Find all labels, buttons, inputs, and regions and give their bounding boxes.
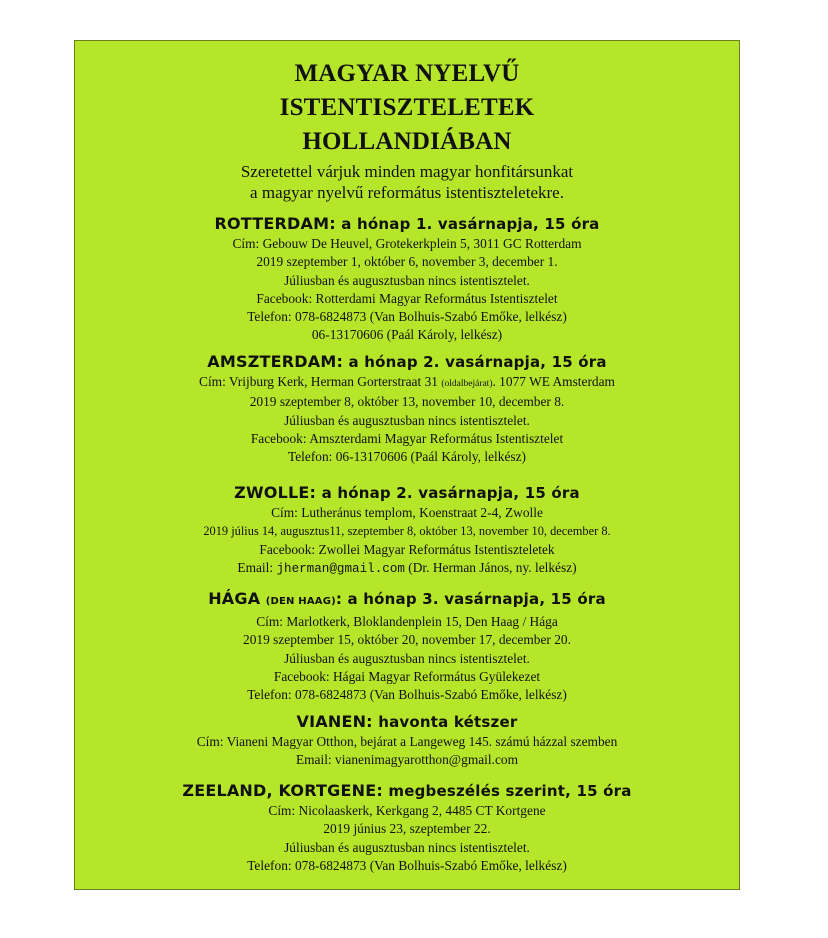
intro-line-1: Szeretettel várjuk minden magyar honfitársunkat bbox=[240, 162, 574, 181]
email-note: (Dr. Herman János, ny. lelkész) bbox=[404, 559, 577, 575]
poster bbox=[74, 40, 740, 890]
title-line-1: MAGYAR NYELVŰ bbox=[294, 60, 520, 87]
schedule: megbeszélés szerint, 15 óra bbox=[388, 782, 632, 800]
intro bbox=[75, 161, 739, 203]
address: Cím: Vianeni Magyar Otthon, bejárat a Langeweg 145. számú házzal szemben bbox=[196, 734, 618, 749]
summer-note: Júliusban és augusztusban nincs istentisztelet. bbox=[284, 412, 530, 428]
dates: 2019 szeptember 8, október 13, november 10, december 8. bbox=[249, 394, 565, 410]
address: Cím: Lutheránus templom, Koenstraat 2-4, Zwolle bbox=[271, 505, 543, 520]
address bbox=[75, 373, 739, 393]
schedule: a hónap 2. vasárnapja, 15 óra bbox=[348, 353, 607, 371]
dates: 2019 szeptember 1, október 6, november 3, december 1. bbox=[256, 254, 558, 270]
phone: Telefon: 078-6824873 (Van Bolhuis-Szabó Emőke, lelkész) bbox=[247, 857, 567, 873]
intro-line-2: a magyar nyelvű református istentiszteletekre. bbox=[250, 183, 564, 202]
poster-title bbox=[75, 57, 739, 159]
phone: Telefon: 078-6824873 (Van Bolhuis-Szabó Emőke, lelkész) bbox=[247, 687, 567, 703]
address-note: (oldalbejárat) bbox=[441, 379, 493, 389]
phone: Telefon: 06-13170606 (Paál Károly, lelkész) bbox=[287, 449, 527, 465]
summer-note: Júliusban és augusztusban nincs istentisztelet. bbox=[284, 650, 530, 666]
schedule: a hónap 2. vasárnapja, 15 óra bbox=[321, 484, 580, 502]
dates: 2019 július 14, augusztus11, szeptember 8, október 13, november 10, december 8. bbox=[203, 524, 611, 539]
city-name: ZEELAND, KORTGENE: bbox=[182, 781, 383, 800]
section-heading bbox=[75, 780, 739, 802]
email: Email: vianenimagyarotthon@gmail.com bbox=[295, 752, 519, 768]
summer-note: Júliusban és augusztusban nincs istentisztelet. bbox=[284, 839, 530, 855]
section-rotterdam bbox=[75, 213, 739, 345]
section-zwolle bbox=[75, 482, 739, 578]
section-heading bbox=[75, 588, 739, 613]
city-name: ZWOLLE: bbox=[234, 483, 317, 502]
schedule: havonta kétszer bbox=[378, 713, 518, 731]
section-heading bbox=[75, 213, 739, 235]
city-name: VIANEN: bbox=[296, 712, 373, 731]
phone: Telefon: 078-6824873 (Van Bolhuis-Szabó Emőke, lelkész) bbox=[247, 309, 567, 325]
facebook: Facebook: Hágai Magyar Református Gyülekezet bbox=[273, 668, 541, 684]
email-address: jherman@gmail.com bbox=[276, 561, 405, 576]
section-heading bbox=[75, 711, 739, 733]
facebook: Facebook: Rotterdami Magyar Református Istentisztelet bbox=[256, 290, 558, 306]
summer-note: Júliusban és augusztusban nincs istentisztelet. bbox=[284, 272, 530, 288]
section-haga bbox=[75, 588, 739, 704]
address: Cím: Gebouw De Heuvel, Grotekerkplein 5, 3011 GC Rotterdam bbox=[232, 236, 582, 251]
email-label: Email: bbox=[237, 559, 277, 575]
section-vianen bbox=[75, 711, 739, 770]
section-heading bbox=[75, 351, 739, 373]
address: Cím: Marlotkerk, Bloklandenplein 15, Den Haag / Hága bbox=[256, 614, 558, 629]
section-zeeland bbox=[75, 780, 739, 875]
section-heading bbox=[75, 482, 739, 504]
facebook: Facebook: Zwollei Magyar Református Istentiszteletek bbox=[259, 541, 555, 557]
title-line-3: HOLLANDIÁBAN bbox=[302, 128, 512, 155]
facebook: Facebook: Amszterdami Magyar Református Istentisztelet bbox=[250, 430, 564, 446]
schedule: : a hónap 3. vasárnapja, 15 óra bbox=[335, 590, 606, 608]
city-name: AMSZTERDAM: bbox=[207, 352, 344, 371]
dates: 2019 szeptember 15, október 20, november 17, december 20. bbox=[243, 632, 571, 648]
address-main: Cím: Vrijburg Kerk, Herman Gorterstraat 31 bbox=[199, 374, 442, 389]
dates: 2019 június 23, szeptember 22. bbox=[323, 821, 491, 837]
section-amszterdam bbox=[75, 351, 739, 466]
city-note: (DEN HAAG) bbox=[265, 596, 336, 607]
schedule: a hónap 1. vasárnapja, 15 óra bbox=[341, 215, 600, 233]
email bbox=[75, 559, 739, 578]
city-name: HÁGA bbox=[208, 589, 261, 608]
city-name: ROTTERDAM: bbox=[214, 214, 336, 233]
address: Cím: Nicolaaskerk, Kerkgang 2, 4485 CT Kortgene bbox=[268, 803, 546, 818]
address-postcode: . 1077 WE Amsterdam bbox=[492, 374, 615, 389]
phone-2: 06-13170606 (Paál Károly, lelkész) bbox=[311, 327, 503, 343]
title-line-2: ISTENTISZTELETEK bbox=[279, 94, 535, 121]
